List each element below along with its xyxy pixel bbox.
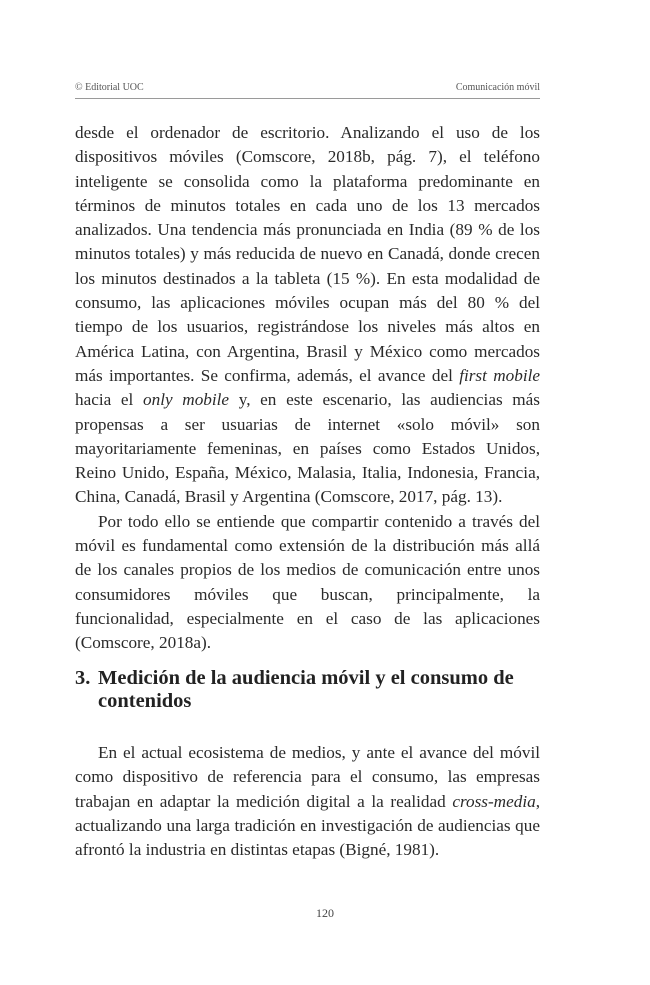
section-title: Medición de la audiencia móvil y el consumo de contenidos	[98, 667, 514, 712]
body-text-top	[75, 121, 540, 656]
emphasis-only-mobile: only mobile	[143, 390, 230, 410]
body-text-bottom	[75, 741, 540, 862]
book-title-label: Comunicación móvil	[455, 82, 540, 93]
publisher-label: © Editorial UOC	[75, 82, 144, 93]
paragraph: Por todo ello se entiende que compartir contenido a través del móvil es fundamental como extensión de la distribución más allá de los canales propios de los medios de comunicación entre unos consumidores móviles que buscan, principalmente, la funcionalidad, especialmente en el caso de las aplicaciones (Comscore, 2018a).	[75, 511, 540, 653]
paragraph: En el actual ecosistema de medios, y ante el avance del móvil como dispositivo de referencia para el consumo, las empresas trabajan en adaptar la medición digital a la realidad cross-media, actualizando una larga tradición en investigación de audiencias que afrontó la industria en distintas etapas (Bigné, 1981).	[75, 743, 540, 860]
section-number: 3.	[75, 667, 91, 689]
running-header	[75, 82, 540, 99]
emphasis-first-mobile: first mobile	[459, 365, 540, 385]
page-number: 120	[316, 906, 334, 920]
emphasis-cross-media: cross-media	[452, 791, 536, 811]
paragraph-continued: desde el ordenador de escritorio. Analizando el uso de los dispositivos móviles (Comscore, 2018b, pág. 7), el teléfono inteligente se consolida como la plataforma predominante en términos de minutos totales en cada uno de los 13 mercados analizados. Una tendencia más pronunciada en India (89 % de los minutos totales) y más reducida de nuevo en Canadá, donde crecen los minutos destinados a la tableta (15 %). En esta modalidad de consumo, las aplicaciones móviles ocupan más del 80 % del tiempo de los usuarios, registrándose los niveles más altos en América Latina, con Argentina, Brasil y México como mercados más importantes. Se confirma, además, el avance del first mobile hacia el only mobile y, en este escenario, las audiencias más propensas a ser usuarias de internet «solo móvil» son mayoritariamente femeninas, en países como Estados Unidos, Reino Unido, España, México, Malasia, Italia, Indonesia, Francia, China, Canadá, Brasil y Argentina (Comscore, 2017, pág. 13).	[75, 123, 540, 507]
section-heading	[75, 667, 545, 713]
